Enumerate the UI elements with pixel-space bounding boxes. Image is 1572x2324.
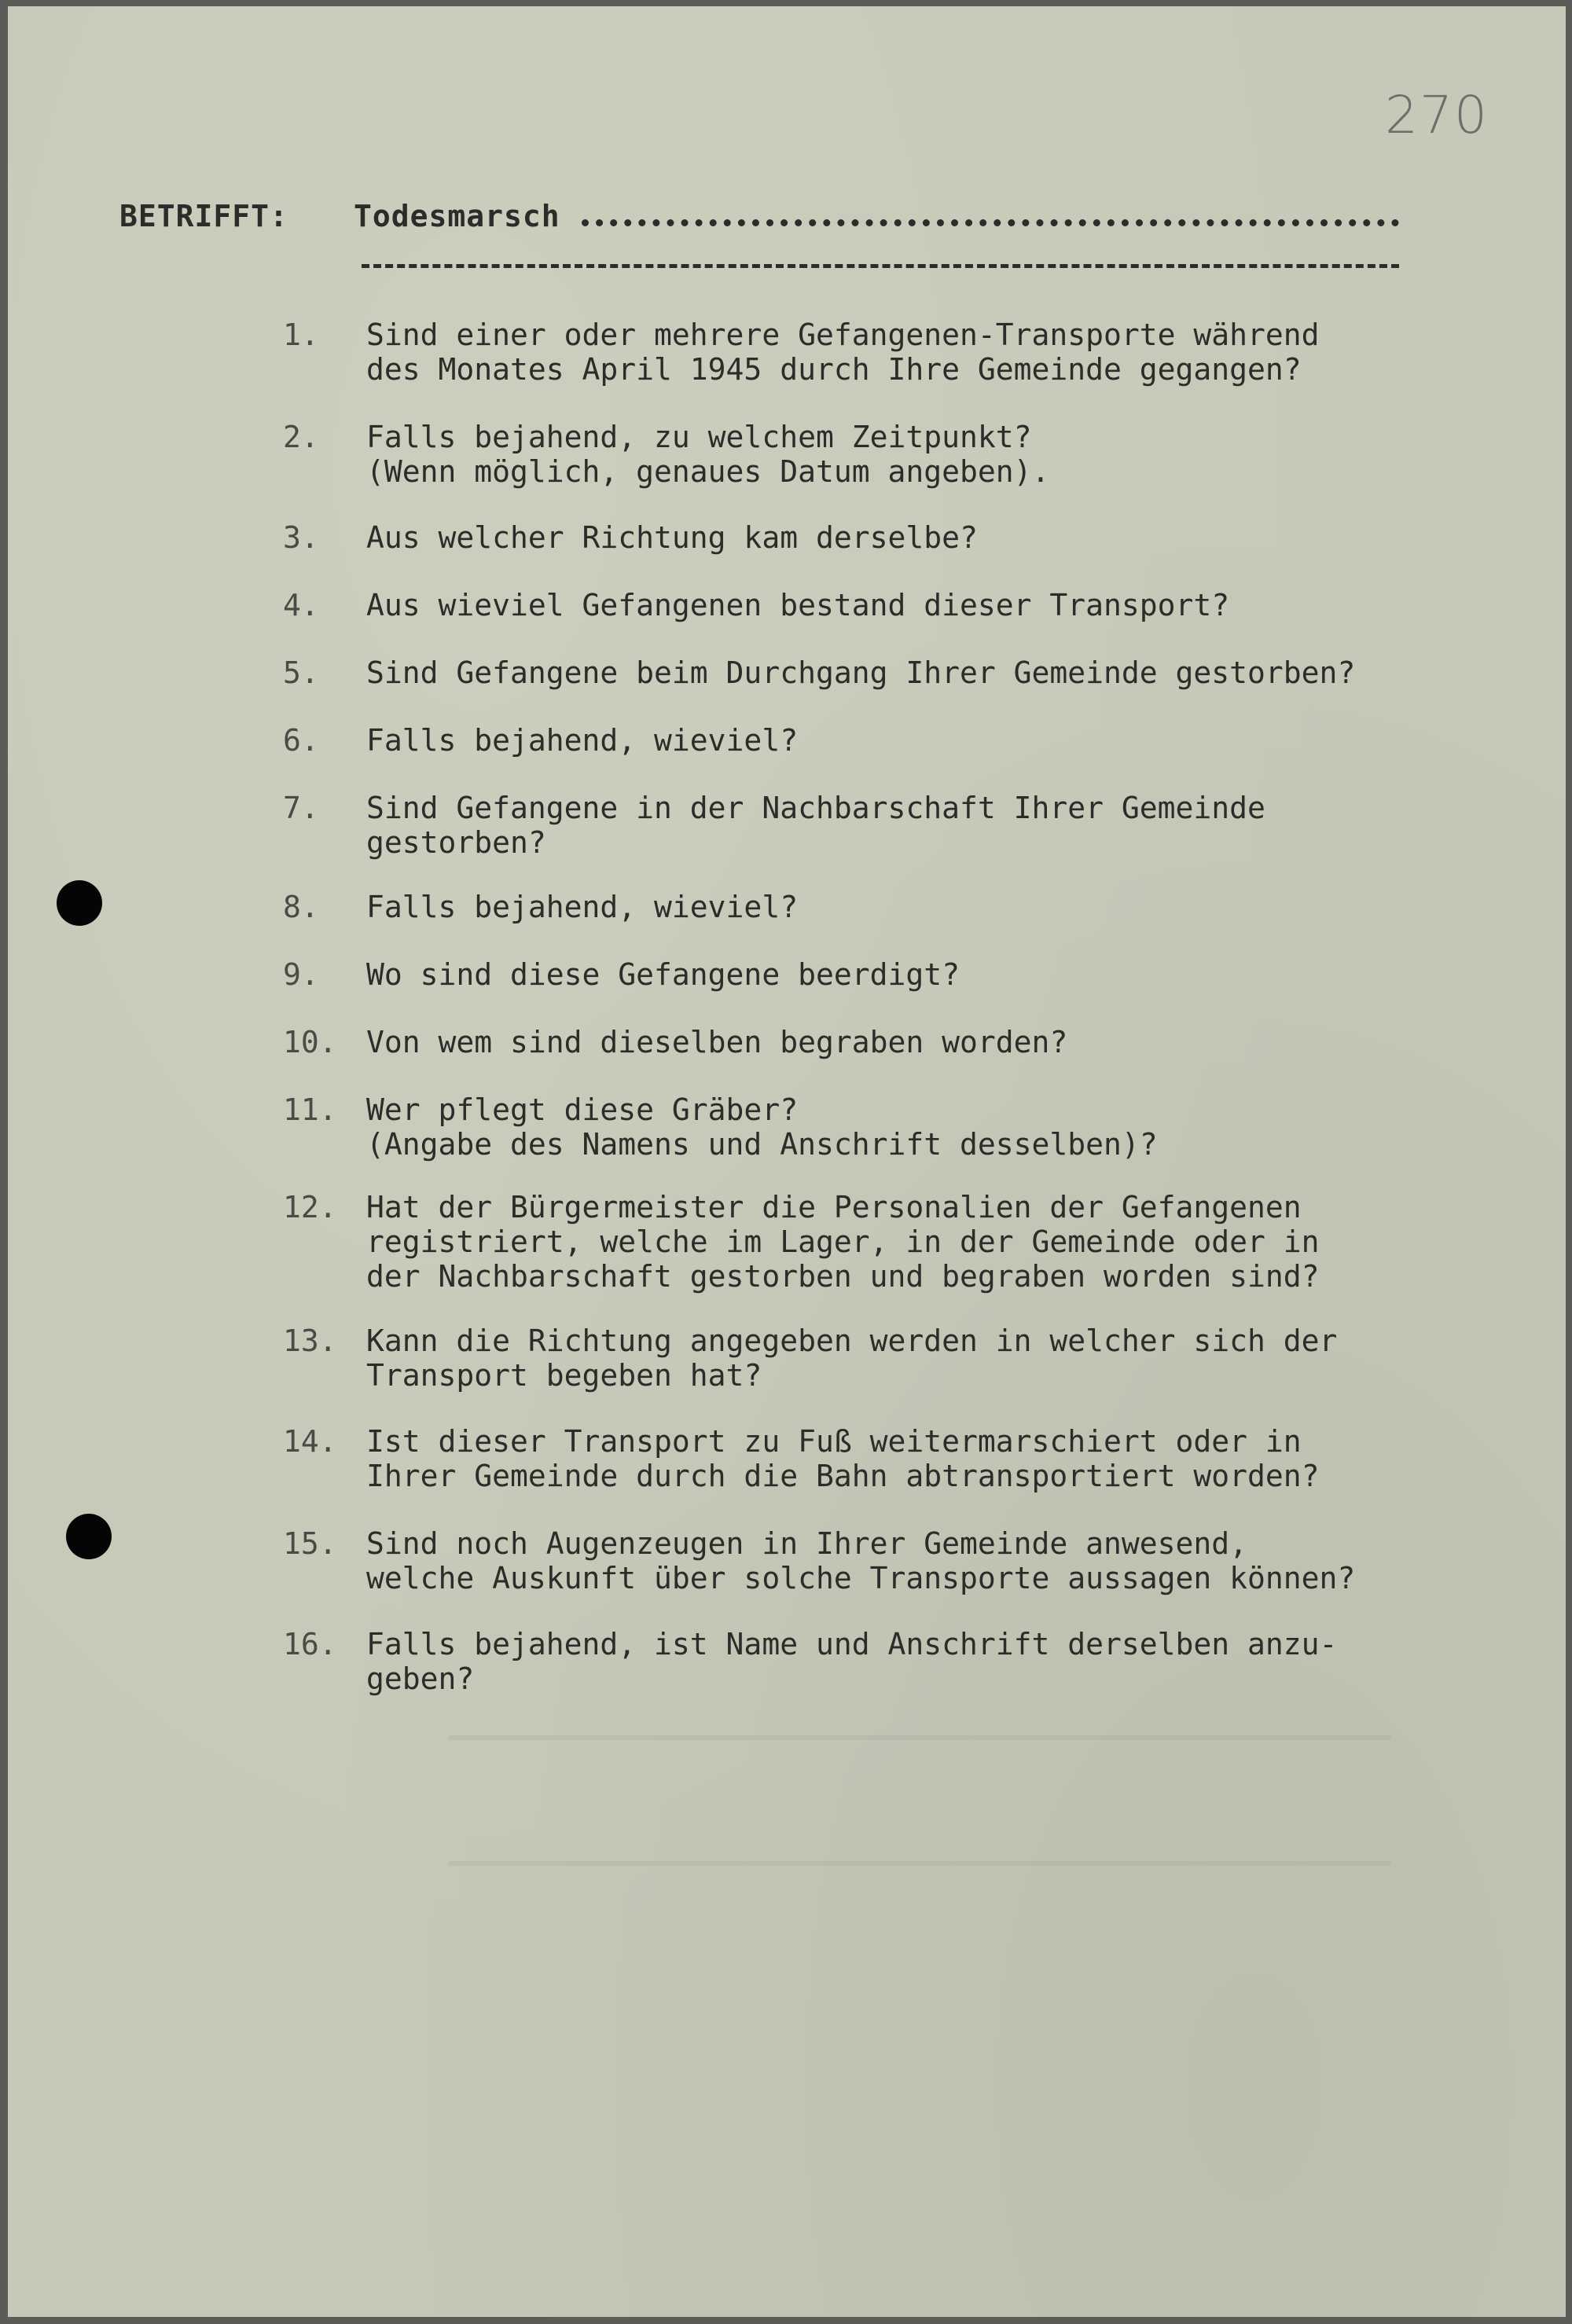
question-text: Sind Gefangene beim Durchgang Ihrer Gemeinde gestorben? [366, 655, 1356, 690]
question-number: 1. [283, 318, 319, 352]
question-number: 7. [283, 791, 319, 825]
archive-number: 270 [1385, 85, 1489, 145]
question-text: Sind noch Augenzeugen in Ihrer Gemeinde anwesend, welche Auskunft über solche Transporte aussagen können? [366, 1526, 1356, 1595]
question-number: 11. [283, 1092, 337, 1127]
question-text: Von wem sind dieselben begraben worden? [366, 1025, 1068, 1059]
punch-hole-upper [57, 880, 102, 926]
subject-value: Todesmarsch [354, 199, 560, 233]
question-text: Falls bejahend, ist Name und Anschrift derselben anzu- geben? [366, 1627, 1338, 1696]
question-item [283, 1190, 1462, 1328]
question-number: 15. [283, 1526, 337, 1561]
question-text: Sind einer oder mehrere Gefangenen-Transporte während des Monates April 1945 durch Ihre Gemeinde gegangen? [366, 318, 1320, 387]
question-number: 6. [283, 723, 319, 758]
question-number: 8. [283, 890, 319, 924]
question-text: Ist dieser Transport zu Fuß weitermarschiert oder in Ihrer Gemeinde durch die Bahn abtransportiert worden? [366, 1424, 1320, 1493]
question-text: Hat der Bürgermeister die Personalien der Gefangenen registriert, welche im Lager, in der Gemeinde oder in der Nachbarschaft gestorben und begraben worden sind? [366, 1190, 1320, 1294]
question-text: Falls bejahend, wieviel? [366, 890, 799, 924]
question-text: Aus welcher Richtung kam derselbe? [366, 520, 978, 555]
subject-underline [362, 264, 1399, 268]
punch-hole-lower [66, 1514, 112, 1559]
document-page [8, 6, 1566, 2317]
question-text: Kann die Richtung angegeben werden in welcher sich der Transport begeben hat? [366, 1324, 1338, 1393]
question-text: Falls bejahend, zu welchem Zeitpunkt? (Wenn möglich, genaues Datum angeben). [366, 420, 1050, 489]
question-number: 12. [283, 1190, 337, 1224]
question-number: 5. [283, 655, 319, 690]
question-number: 2. [283, 420, 319, 454]
question-text: Falls bejahend, wieviel? [366, 723, 799, 758]
question-number: 4. [283, 588, 319, 622]
question-number: 16. [283, 1627, 337, 1661]
question-text: Sind Gefangene in der Nachbarschaft Ihrer Gemeinde gestorben? [366, 791, 1265, 860]
question-text: Wer pflegt diese Gräber? (Angabe des Namens und Anschrift desselben)? [366, 1092, 1158, 1162]
question-item [283, 1627, 1462, 1765]
question-number: 3. [283, 520, 319, 555]
question-text: Aus wieviel Gefangenen bestand dieser Transport? [366, 588, 1230, 622]
subject-label: BETRIFFT: [119, 199, 288, 233]
question-number: 13. [283, 1324, 337, 1358]
question-number: 9. [283, 957, 319, 992]
question-number: 14. [283, 1424, 337, 1459]
faint-bleed-through [448, 1861, 1391, 1866]
subject-dotted-leader [582, 205, 1399, 226]
question-number: 10. [283, 1025, 337, 1059]
question-text: Wo sind diese Gefangene beerdigt? [366, 957, 960, 992]
